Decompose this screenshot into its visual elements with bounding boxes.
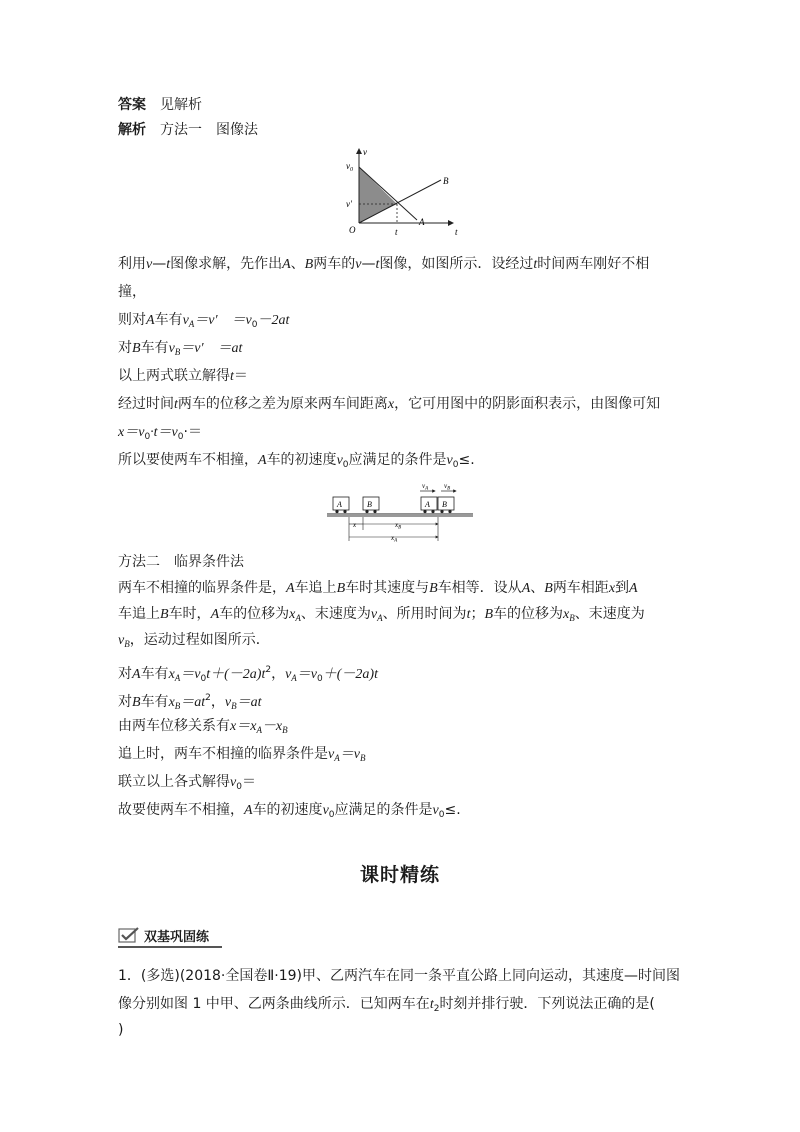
q1-line2: 像分别如图 1 中甲、乙两条曲线所示．已知两车在$t_2$时刻并排行驶．下列说法正确的是(: [118, 996, 655, 1014]
method1-name: 图像法: [216, 122, 258, 138]
p1-line1: 利用v—t图像求解，先作出A、B两车的v—t图像，如图所示．设经过t时间两车刚好不相: [118, 256, 650, 272]
m2-line3: $v_B$，运动过程如图所示．: [118, 632, 270, 649]
car-b-start-label: B: [367, 500, 372, 509]
car-a-end-label: A: [425, 500, 430, 509]
va-label: $v_A$: [422, 482, 429, 492]
m2-relation: 由两车位移关系有$x=x_A-x_B$: [118, 718, 288, 735]
m2-eq-b: 对B车有$x_B=at^2$，$v_B=at$: [118, 693, 262, 711]
section-badge: [118, 925, 209, 945]
m2-solve: 联立以上各式解得$v_0=$: [118, 774, 256, 792]
condition2-line: 故要使两车不相撞，A车的初速度$v_0$应满足的条件是$v_0\le$.: [118, 802, 461, 820]
line-b-label: B: [443, 176, 449, 186]
origin-label: O: [349, 225, 356, 235]
m2-eq-a: 对A车有$x_A=v_0t+(-2a)t^2$，$v_A=v_0+(-2a)t$: [118, 665, 378, 684]
answer-label: 答案: [118, 97, 146, 113]
x-eq-line: $x=v_0\cdot t=v_0\cdot=$: [118, 424, 202, 442]
section-title: 课时精练: [359, 864, 440, 886]
vb-label: $v_B$: [444, 482, 451, 492]
q1-line1: 1．(多选)(2018·全国卷Ⅱ·19)甲、乙两汽车在同一条平直公路上同向运动，其速度—时间图: [118, 968, 680, 984]
x-dim-label: x: [353, 521, 357, 529]
m2-critical: 追上时，两车不相撞的临界条件是$v_A=v_B$: [118, 746, 366, 763]
line-a-label: A: [419, 217, 425, 227]
car-b-end-label: B: [442, 500, 447, 509]
analysis-label: 解析: [118, 122, 146, 138]
xb-dim-label: $x_B$: [395, 521, 402, 531]
t-axis-label: t: [455, 227, 458, 237]
eq-b-line: 对B车有$v_B=v'$ ＝at: [118, 340, 243, 357]
car-a-start-label: A: [337, 500, 342, 509]
method1-label: 方法一: [160, 122, 202, 138]
answer-line: [118, 95, 202, 115]
t-tick-label: t: [395, 227, 398, 237]
xa-dim-label: $x_A$: [391, 534, 398, 544]
v-axis-label: v: [363, 147, 367, 157]
p1-line2: 撞，: [118, 284, 146, 300]
analysis-line: [118, 120, 258, 140]
method2-name: 临界条件法: [174, 554, 244, 570]
v0-label: $v_0$: [346, 161, 353, 173]
method2-line: [118, 552, 244, 572]
motion-diagram: [325, 480, 475, 546]
m2-line2: 车追上B车时，A车的位移为$x_A$、末速度为$v_A$、所用时间为t；B车的位移为$x_B$、末速度为: [118, 606, 645, 623]
vprime-label: v′: [346, 199, 352, 209]
shaded-area: [359, 167, 397, 223]
check-icon: [118, 926, 140, 944]
method2-label: 方法二: [118, 554, 160, 570]
m2-line1: 两车不相撞的临界条件是，A车追上B车时其速度与B车相等．设从A、B两车相距x到A: [118, 580, 638, 596]
eq-a-line: 则对A车有$v_A=v'$ $=v_0-2at$: [118, 312, 290, 330]
solve-t-line: 以上两式联立解得t＝: [118, 368, 248, 384]
road-hatch: [327, 514, 473, 517]
badge-label: 双基巩固练: [144, 929, 210, 945]
answer-text: 见解析: [160, 97, 202, 113]
q1-line3: ): [118, 1022, 124, 1038]
vt-graph: [335, 145, 465, 240]
displacement-line: 经过时间t两车的位移之差为原来两车间距离x，它可用图中的阴影面积表示，由图像可知: [118, 396, 661, 412]
condition1-line: 所以要使两车不相撞，A车的初速度$v_0$应满足的条件是$v_0\le$.: [118, 452, 475, 470]
badge-underline: [118, 946, 222, 948]
